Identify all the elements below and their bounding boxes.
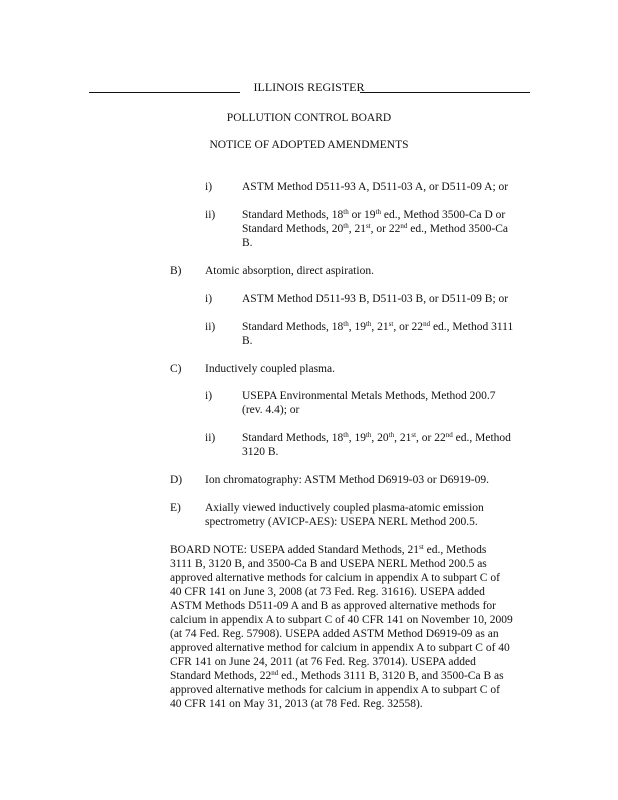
board-note-line: approved alternative methods for calcium in appendix A to subpart C of [170, 572, 500, 584]
item-label: B) [170, 265, 182, 277]
item-label: E) [170, 502, 181, 514]
item-label: C) [170, 363, 182, 375]
item-text: Axially viewed inductively coupled plasma-atomic emission [205, 502, 484, 514]
item-text: Atomic absorption, direct aspiration. [205, 265, 374, 277]
item-label: i) [205, 293, 213, 305]
item-text: Ion chromatography: ASTM Method D6919-03 or D6919-09. [205, 474, 489, 486]
board-note-line: calcium in appendix A to subpart C of 40 CFR 141 on November 10, 2009 [170, 614, 513, 626]
board-note-line: (at 74 Fed. Reg. 57908). USEPA added ASTM Method D6919-09 as an [170, 628, 499, 640]
notice-title: NOTICE OF ADOPTED AMENDMENTS [209, 139, 409, 151]
item-text: B. [242, 335, 253, 347]
board-note-line: approved alternative method for calcium in appendix A to subpart C of 40 [170, 642, 510, 654]
board-note-line: 40 CFR 141 on May 31, 2013 (at 78 Fed. Reg. 32558). [170, 698, 423, 710]
item-text: USEPA Environmental Metals Methods, Method 200.7 [242, 390, 496, 402]
item-label: D) [170, 474, 183, 486]
board-note-line: BOARD NOTE: USEPA added Standard Methods, 21st ed., Methods [170, 543, 487, 556]
item-text: (rev. 4.4); or [242, 404, 300, 416]
item-label: i) [205, 390, 213, 402]
board-note-line: ASTM Methods D511-09 A and B as approved alternative methods for [170, 600, 496, 612]
item-text: Standard Methods, 18th or 19th ed., Method 3500-Ca D or [242, 208, 506, 221]
board-title: POLLUTION CONTROL BOARD [226, 112, 392, 124]
board-note-line: 40 CFR 141 on June 3, 2008 (at 73 Fed. Reg. 31616). USEPA added [170, 586, 485, 598]
register-title: ILLINOIS REGISTER [253, 80, 365, 94]
board-note-line: Standard Methods, 22nd ed., Methods 3111 B, 3120 B, and 3500-Ca B as [170, 669, 504, 682]
item-text: B. [242, 237, 253, 249]
item-text: Standard Methods, 18th, 19th, 20th, 21st, or 22nd ed., Method [242, 431, 511, 444]
item-label: ii) [205, 432, 216, 444]
item-label: ii) [205, 321, 216, 333]
item-text: spectrometry (AVICP-AES): USEPA NERL Method 200.5. [205, 516, 478, 528]
item-text: 3120 B. [242, 446, 279, 458]
item-text: ASTM Method D511-93 A, D511-03 A, or D511-09 A; or [242, 181, 509, 193]
item-text: Inductively coupled plasma. [205, 363, 335, 375]
board-note-line: CFR 141 on June 24, 2011 (at 76 Fed. Reg. 37014). USEPA added [170, 656, 476, 668]
item-text: Standard Methods, 18th, 19th, 21st, or 22nd ed., Method 3111 [242, 320, 514, 333]
board-note-line: 3111 B, 3120 B, and 3500-Ca B and USEPA NERL Method 200.5 as [170, 558, 487, 570]
item-label: i) [205, 181, 213, 193]
item-label: ii) [205, 209, 216, 221]
board-note-line: approved alternative methods for calcium in appendix A to subpart C of [170, 684, 500, 696]
item-text: Standard Methods, 20th, 21st, or 22nd ed., Method 3500-Ca [242, 222, 508, 235]
item-text: ASTM Method D511-93 B, D511-03 B, or D511-09 B; or [242, 293, 509, 305]
